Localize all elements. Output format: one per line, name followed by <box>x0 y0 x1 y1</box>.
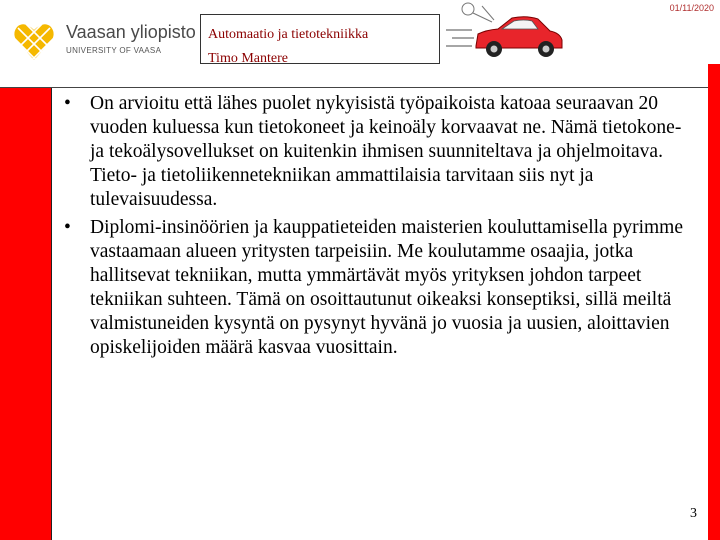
header-title-box <box>200 14 440 64</box>
heart-lattice-logo-icon <box>12 20 56 64</box>
bullet-text: Diplomi-insinöörien ja kauppatieteiden maisterien kouluttamisella pyrimme vastaamaan alueen yritysten tarpeisiin. Me koulutamme osaajia, jotka hallitsevat tekniikan, mutta ymmärtävät myös yrityksen johdon tarpeet tekniikan suhteen. Tämä on osoittautunut oikeaksi konseptiksi, sillä meiltä valmistuneiden kysyntä on pysynyt hyvänä jo vuosia ja uusien, aloittavien opiskelijoiden määrä kasvaa vuosittain. <box>90 217 683 358</box>
slide-date: 01/11/2020 <box>669 3 714 13</box>
bullet-dot: • <box>64 93 71 114</box>
slide-content <box>58 92 698 364</box>
university-logo <box>12 18 196 64</box>
left-red-sidebar <box>0 88 52 540</box>
bullet-dot: • <box>64 217 71 238</box>
page-number: 3 <box>690 506 697 521</box>
author-name: Timo Mantere <box>208 51 288 66</box>
logo-subtitle: UNIVERSITY OF VAASA <box>66 46 162 55</box>
bullet-item <box>58 92 698 212</box>
bullet-item <box>58 216 698 360</box>
bullet-text: On arvioitu että lähes puolet nykyisistä työpaikoista katoaa seuraavan 20 vuoden kuluessa kun tietokoneet ja keinoäly korvaavat ne. Nämä tietokone- ja tekoälysovellukset on kuitenkin ihmisen suunniteltava ja ohjelmoitava. Tieto- ja tietoliikennetekniikan ammattilaisia tarvitaan siis nyt ja tulevaisuudessa. <box>90 93 682 210</box>
course-title: Automaatio ja tietotekniikka <box>208 27 369 42</box>
right-red-bar <box>708 64 720 540</box>
car-illustration <box>442 0 570 66</box>
header-divider <box>0 87 708 88</box>
logo-name: Vaasan yliopisto <box>66 22 196 42</box>
race-car-icon <box>442 0 570 66</box>
